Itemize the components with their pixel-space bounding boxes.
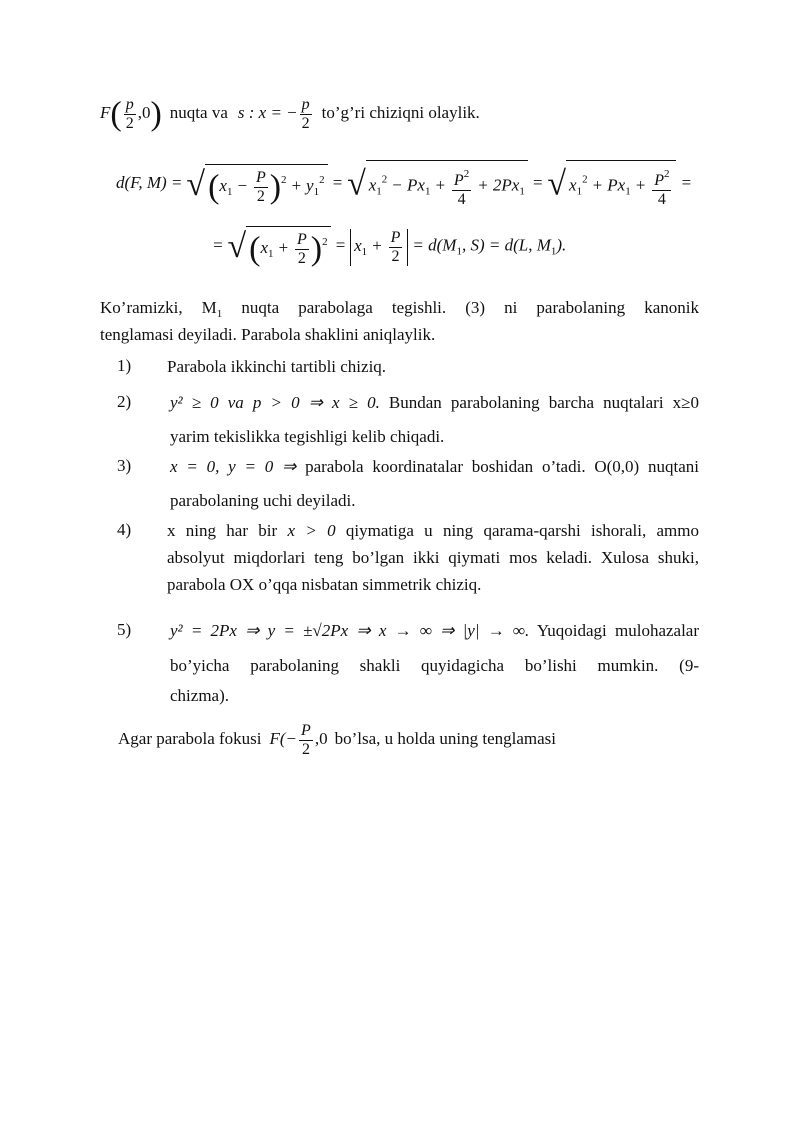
list-number-5: 5): [117, 620, 132, 639]
fraction-p-over-2: $\frac{p}{2}$: [125, 96, 134, 132]
focus-symbol: F: [100, 103, 111, 123]
list-number-1: 1): [117, 356, 132, 375]
list-number-3: 3): [117, 456, 132, 475]
paragraph-canonical: Ko’ramizki, $M_1$ nuqta parabolaga tegishli. (3) ni parabolaning kanonik: [100, 298, 699, 320]
focus-definition-line: F( $\frac{p}{2}$ ,0) nuqta va s : x = − $\frac{p}{2}$ to’g’ri chiziqni olaylik.: [100, 95, 480, 133]
text-nuqta-va: nuqta va: [169, 103, 228, 123]
list-item-5: y² = 2Px ⇒ y = ±√2Px ⇒ x → ∞ ⇒ |y| → ∞. Yuqoidagi mulohazalar bo’yicha parabolaning shakli quyidagicha bo’lishi mumkin. (9- chizma).: [170, 621, 700, 705]
sqrt-1: $√(x_1$ − $\frac{P}{2}$ )$^2 + y_1^2$: [186, 164, 327, 206]
distance-equation-2: = $√(x_1$ + $\frac{P}{2}$ )$^2 = x_1$ + $\frac{P}{2}$ = $d(M_1$, S) = d(L, $M_1$).: [212, 228, 567, 268]
fraction-p-over-2-b: $\frac{p}{2}$: [301, 96, 310, 132]
directrix-eq: s : x = −: [237, 103, 298, 123]
list-number-2: 2): [117, 392, 132, 411]
paragraph-canonical-line2: tenglamasi deyiladi. Parabola shaklini aniqlaylik.: [100, 325, 436, 344]
distance-equation-1: d(F, $M) = √(x_1$ − $\frac{P}{2}$ )$^2 + y_1^2$ = √ $x_1^2 - Px_1$ + $\frac{P^2}{4}$ + $2Px_1$ = √ $x_1^2 + Px_1$ + $\frac{P^2}{4}$ =: [116, 160, 692, 209]
list-item-4: x ning har bir x > 0 qiymatiga u ning qarama-qarshi ishorali, ammo absolyut miqdorlari teng bo’lgan ikki qiymati mos keladi. Xulosa shuki, parabola OX o’qqa nisbatan simmetrik chiziq.: [167, 521, 699, 594]
text-chiziq: to’g’ri chiziqni olaylik.: [321, 103, 480, 123]
right-paren: ): [150, 95, 162, 133]
list-item-1: Parabola ikkinchi tartibli chiziq.: [167, 357, 387, 376]
list-item-2: y² ≥ 0 va p > 0 ⇒ x ≥ 0. Bundan parabolaning barcha nuqtalari x≥0 yarim tekislikka tegishligi kelib chiqadi.: [170, 393, 699, 446]
list-number-4: 4): [117, 520, 132, 539]
sqrt-2: √ $x_1^2 - Px_1$ + $\frac{P^2}{4}$ + $2Px_1$: [347, 160, 528, 209]
absolute-value: $x_1$ + $\frac{P}{2}$: [350, 229, 408, 266]
paragraph-focus-left: Agar parabola fokusi F(− $\frac{P}{2}$ ,0 bo’lsa, u holda uning tenglamasi: [118, 722, 557, 758]
sqrt-3: √ $x_1^2 + Px_1$ + $\frac{P^2}{4}$: [547, 160, 676, 209]
list-item-3: x = 0, y = 0 ⇒ parabola koordinatalar boshidan o’tadi. O(0,0) nuqtani parabolaning uchi deyiladi.: [170, 457, 699, 510]
left-paren: (: [110, 95, 122, 133]
sqrt-4: $√(x_1$ + $\frac{P}{2}$ )$^2$: [227, 226, 330, 268]
